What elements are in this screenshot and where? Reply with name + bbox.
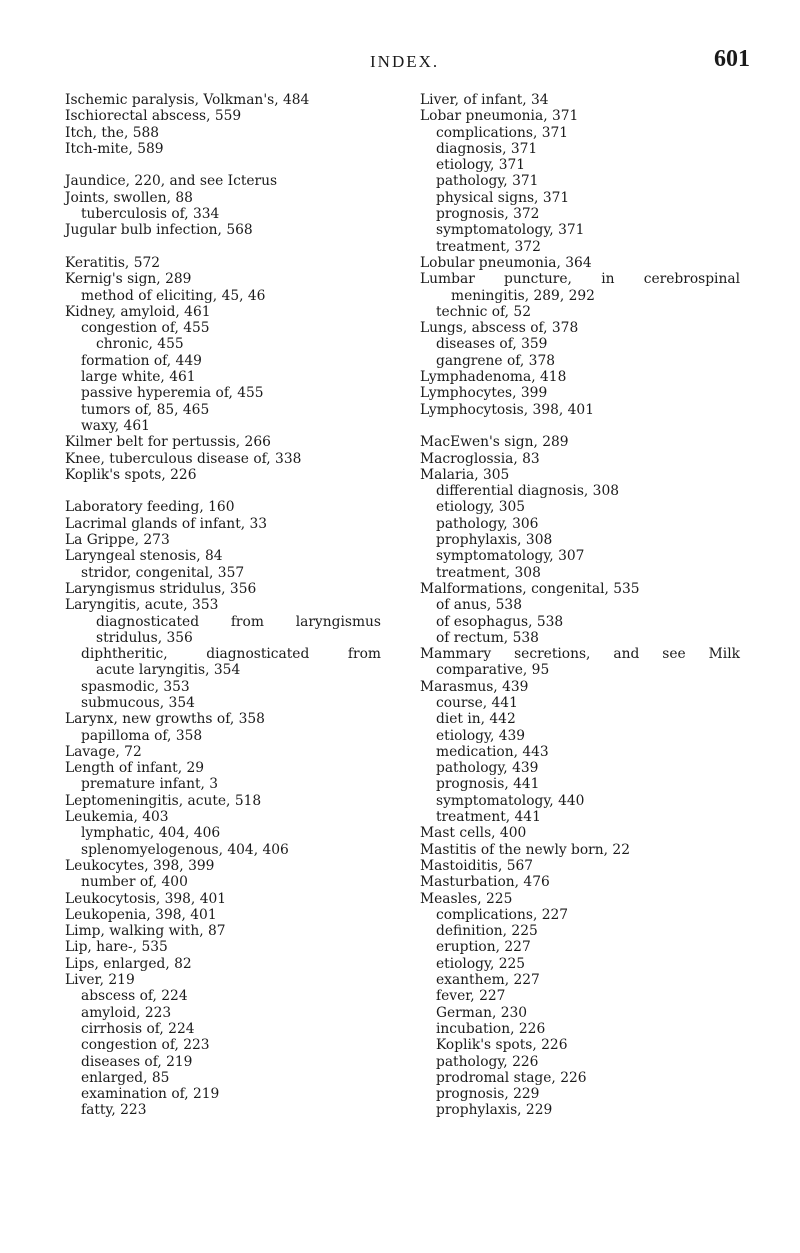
index-entry: Lip, hare-, 535 — [65, 939, 168, 956]
index-entry: Jaundice, 220, and see Icterus — [65, 173, 278, 190]
index-subentry: premature infant, 3 — [81, 776, 219, 793]
index-entry: Knee, tuberculous disease of, 338 — [65, 450, 302, 467]
index-subentry: gangrene of, 378 — [436, 352, 555, 369]
index-subentry: congestion of, 223 — [81, 1037, 210, 1054]
index-subentry: prognosis, 441 — [436, 776, 540, 793]
index-subentry: etiology, 439 — [436, 727, 526, 744]
index-subentry: etiology, 371 — [436, 157, 526, 174]
index-subentry: diseases of, 359 — [436, 336, 548, 353]
index-entry: Joints, swollen, 88 — [65, 189, 193, 206]
index-entry: Measles, 225 — [420, 890, 513, 907]
index-subentry: symptomatology, 371 — [436, 222, 585, 239]
index-subentry: diagnosis, 371 — [436, 140, 538, 157]
index-subentry: papilloma of, 358 — [81, 727, 203, 744]
index-subentry: method of eliciting, 45, 46 — [81, 287, 266, 304]
index-subentry: large white, 461 — [81, 369, 196, 386]
index-subentry: incubation, 226 — [436, 1020, 546, 1037]
index-subentry: waxy, 461 — [81, 417, 150, 434]
index-subentry: prophylaxis, 308 — [436, 532, 553, 549]
index-entry: Liver, 219 — [65, 972, 135, 989]
index-entry: Leukopenia, 398, 401 — [65, 906, 217, 923]
index-entry: Koplik's spots, 226 — [65, 466, 197, 483]
index-subentry: medication, 443 — [436, 743, 549, 760]
index-subentry: exanthem, 227 — [436, 972, 540, 989]
index-entry: Ischiorectal abscess, 559 — [65, 108, 242, 125]
index-subentry: etiology, 305 — [436, 499, 526, 516]
index-subentry: tuberculosis of, 334 — [81, 206, 220, 223]
page-header — [0, 48, 800, 78]
index-entry: Kidney, amyloid, 461 — [65, 303, 211, 320]
index-entry: La Grippe, 273 — [65, 532, 170, 549]
index-entry: Leukocytes, 398, 399 — [65, 857, 215, 874]
index-subentry: diseases of, 219 — [81, 1053, 193, 1070]
index-subentry: fever, 227 — [436, 988, 506, 1005]
index-subentry: treatment, 308 — [436, 564, 541, 581]
index-subentry: prognosis, 229 — [436, 1086, 540, 1103]
index-entry: Lips, enlarged, 82 — [65, 955, 192, 972]
index-subentry: of anus, 538 — [436, 597, 522, 614]
index-subentry: course, 441 — [436, 694, 518, 711]
index-subentry: spasmodic, 353 — [81, 678, 190, 695]
section-gap — [65, 483, 415, 499]
index-subentry: comparative, 95 — [436, 662, 550, 679]
page-number: 601 — [714, 46, 750, 72]
index-subentry: complications, 227 — [436, 906, 569, 923]
index-entry: Mastitis of the newly born, 22 — [420, 841, 630, 858]
index-entry: Leukocytosis, 398, 401 — [65, 890, 227, 907]
index-entry: Lavage, 72 — [65, 743, 142, 760]
index-entry: Laryngeal stenosis, 84 — [65, 548, 223, 565]
index-subentry: pathology, 306 — [436, 515, 539, 532]
index-entry: MacEwen's sign, 289 — [420, 434, 569, 451]
index-entry: Lumbar puncture, in cerebrospinal — [420, 271, 740, 288]
index-entry: Length of infant, 29 — [65, 760, 205, 777]
index-entry: Keratitis, 572 — [65, 254, 161, 271]
index-entry: Lungs, abscess of, 378 — [420, 320, 579, 337]
index-entry: Lymphocytes, 399 — [420, 385, 548, 402]
index-column-left — [65, 92, 415, 1119]
index-subentry: formation of, 449 — [81, 352, 202, 369]
index-entry: Marasmus, 439 — [420, 678, 529, 695]
index-subentry: chronic, 455 — [96, 336, 184, 353]
index-subentry: German, 230 — [436, 1004, 528, 1021]
index-subentry: pathology, 439 — [436, 760, 539, 777]
index-subentry: treatment, 372 — [436, 238, 541, 255]
index-entry: Malaria, 305 — [420, 466, 510, 483]
index-entry: Leukemia, 403 — [65, 809, 169, 826]
index-subentry: technic of, 52 — [436, 303, 531, 320]
index-entry: Lymphadenoma, 418 — [420, 369, 567, 386]
section-gap — [65, 157, 415, 173]
index-entry: Larynx, new growths of, 358 — [65, 711, 265, 728]
index-subentry: submucous, 354 — [81, 694, 195, 711]
index-subentry: prophylaxis, 229 — [436, 1102, 553, 1119]
index-entry: Ischemic paralysis, Volkman's, 484 — [65, 92, 310, 108]
index-entry: Lobar pneumonia, 371 — [420, 108, 579, 125]
index-subentry: eruption, 227 — [436, 939, 531, 956]
index-subentry: enlarged, 85 — [81, 1069, 170, 1086]
index-entry: Kernig's sign, 289 — [65, 271, 192, 288]
index-entry: Kilmer belt for pertussis, 266 — [65, 434, 271, 451]
index-subentry: number of, 400 — [81, 874, 188, 891]
index-entry: Laboratory feeding, 160 — [65, 499, 235, 516]
index-entry: Laryngismus stridulus, 356 — [65, 580, 257, 597]
index-subentry: abscess of, 224 — [81, 988, 188, 1005]
index-subentry: physical signs, 371 — [436, 189, 570, 206]
index-subentry: prognosis, 372 — [436, 206, 540, 223]
index-entry: Masturbation, 476 — [420, 874, 550, 891]
index-subentry: pathology, 371 — [436, 173, 539, 190]
index-entry: Lacrimal glands of infant, 33 — [65, 515, 268, 532]
index-subentry: pathology, 226 — [436, 1053, 539, 1070]
index-entry: Macroglossia, 83 — [420, 450, 540, 467]
index-entry: Itch, the, 588 — [65, 124, 160, 141]
index-subentry: Koplik's spots, 226 — [436, 1037, 568, 1054]
index-subentry: meningitis, 289, 292 — [451, 287, 595, 304]
section-gap — [420, 418, 770, 434]
index-subentry: diphtheritic, diagnosticated from — [81, 646, 381, 663]
index-entry: Itch-mite, 589 — [65, 140, 164, 157]
index-subentry: splenomyelogenous, 404, 406 — [81, 841, 289, 858]
index-subentry: acute laryngitis, 354 — [96, 662, 241, 679]
index-entry: Limp, walking with, 87 — [65, 923, 226, 940]
index-subentry: examination of, 219 — [81, 1086, 220, 1103]
section-gap — [65, 239, 415, 255]
index-subentry: prodromal stage, 226 — [436, 1069, 587, 1086]
index-subentry: congestion of, 455 — [81, 320, 210, 337]
index-entry: Jugular bulb infection, 568 — [65, 222, 253, 239]
index-entry: Leptomeningitis, acute, 518 — [65, 792, 262, 809]
index-entry: Mammary secretions, and see Milk — [420, 646, 740, 663]
index-entry: Lobular pneumonia, 364 — [420, 254, 592, 271]
index-subentry: complications, 371 — [436, 124, 569, 141]
index-subentry: stridor, congenital, 357 — [81, 564, 245, 581]
index-subentry: symptomatology, 440 — [436, 792, 585, 809]
index-entry: Liver, of infant, 34 — [420, 92, 549, 108]
index-subentry: lymphatic, 404, 406 — [81, 825, 221, 842]
index-subentry: etiology, 225 — [436, 955, 526, 972]
index-subentry: of rectum, 538 — [436, 629, 539, 646]
index-entry: Laryngitis, acute, 353 — [65, 597, 219, 614]
index-subentry: fatty, 223 — [81, 1102, 147, 1119]
index-entry: Mast cells, 400 — [420, 825, 527, 842]
index-column-right — [420, 92, 770, 1119]
index-subentry: amyloid, 223 — [81, 1004, 172, 1021]
index-subentry: passive hyperemia of, 455 — [81, 385, 264, 402]
index-subentry: stridulus, 356 — [96, 629, 193, 646]
index-subentry: differential diagnosis, 308 — [436, 483, 620, 500]
running-title: INDEX. — [370, 52, 440, 71]
index-subentry: diet in, 442 — [436, 711, 516, 728]
index-subentry: diagnosticated from laryngismus — [96, 613, 381, 630]
index-subentry: of esophagus, 538 — [436, 613, 564, 630]
index-entry: Mastoiditis, 567 — [420, 857, 534, 874]
index-subentry: treatment, 441 — [436, 809, 541, 826]
index-subentry: definition, 225 — [436, 923, 538, 940]
index-subentry: cirrhosis of, 224 — [81, 1020, 195, 1037]
index-entry: Malformations, congenital, 535 — [420, 580, 640, 597]
index-entry: Lymphocytosis, 398, 401 — [420, 401, 594, 418]
index-subentry: symptomatology, 307 — [436, 548, 585, 565]
index-subentry: tumors of, 85, 465 — [81, 401, 210, 418]
